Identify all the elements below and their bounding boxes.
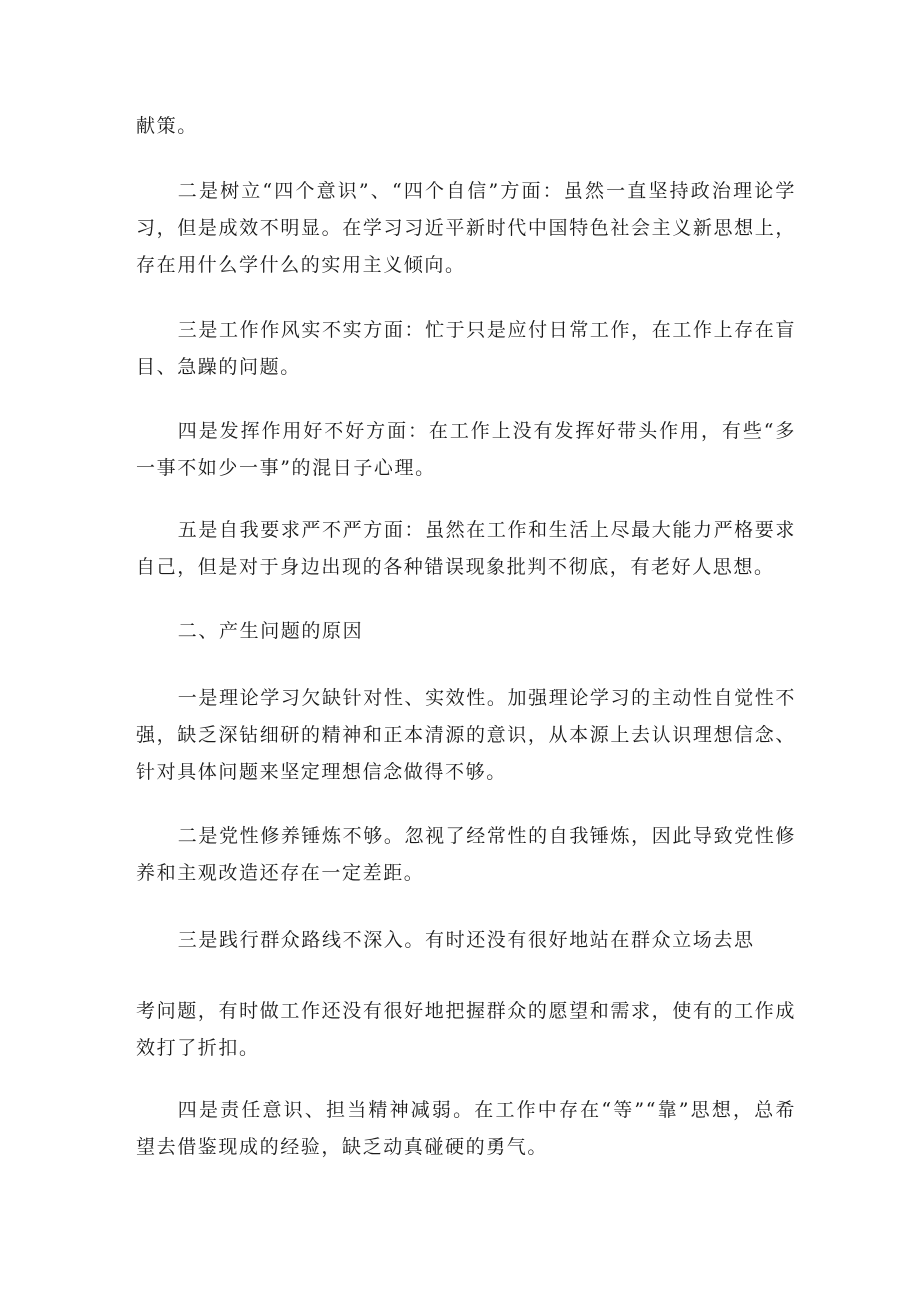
paragraph-cause-four: 四是责任意识、担当精神减弱。在工作中存在“等”“靠”思想，总希望去借鉴现成的经验，缺乏动真碰硬的勇气。 xyxy=(136,1099,796,1158)
paragraph-point-two: 二是树立“四个意识”、“四个自信”方面：虽然一直坚持政治理论学习，但是成效不明显。在学习习近平新时代中国特色社会主义新思想上，存在用什么学什么的实用主义倾向。 xyxy=(136,180,796,276)
paragraph-continuation: 献策。 xyxy=(136,115,198,137)
paragraph-cause-two: 二是党性修养锤炼不够。忽视了经常性的自我锤炼，因此导致党性修养和主观改造还存在一定差距。 xyxy=(136,825,796,884)
paragraph-point-three: 三是工作作风实不实方面：忙于只是应付日常工作，在工作上存在盲目、急躁的问题。 xyxy=(136,319,796,378)
paragraph-point-five: 五是自我要求严不严方面：虽然在工作和生活上尽最大能力严格要求自己，但是对于身边出现的各种错误现象批判不彻底，有老好人思想。 xyxy=(136,519,796,578)
section-heading: 二、产生问题的原因 xyxy=(177,620,364,642)
paragraph-cause-one: 一是理论学习欠缺针对性、实效性。加强理论学习的主动性自觉性不强，缺乏深钻细研的精神和正本清源的意识，从本源上去认识理想信念、针对具体问题来坚定理想信念做得不够。 xyxy=(136,687,796,783)
paragraph-cause-three: 三是践行群众路线不深入。有时还没有很好地站在群众立场去思 xyxy=(177,929,755,951)
paragraph-cause-three-continued: 考问题，有时做工作还没有很好地把握群众的愿望和需求，使有的工作成效打了折扣。 xyxy=(136,1000,796,1059)
paragraph-point-four: 四是发挥作用好不好方面：在工作上没有发挥好带头作用，有些“多一事不如少一事”的混日子心理。 xyxy=(136,420,796,479)
